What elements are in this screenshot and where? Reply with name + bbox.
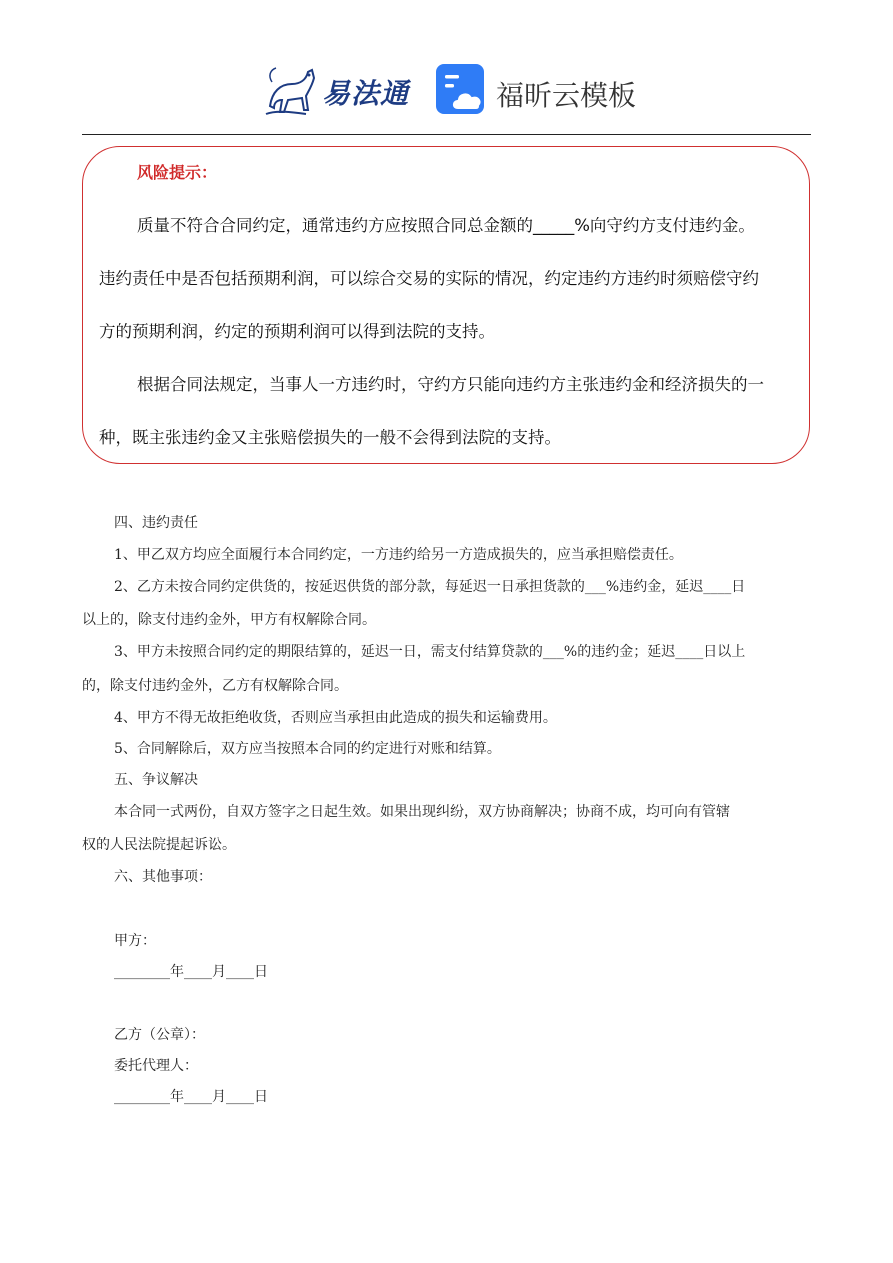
risk-line: 违约责任中是否包括预期利润，可以综合交易的实际的情况，约定违约方违约时须赔偿守约	[99, 269, 759, 288]
logo1-text: 易法通	[322, 77, 410, 110]
risk-title: 风险提示：	[137, 163, 218, 182]
risk-line: 质量不符合合同约定，通常违约方应按照合同总金额的_____%向守约方支付违约金。	[137, 216, 755, 235]
risk-line: 种，既主张违约金又主张赔偿损失的一般不会得到法院的支持。	[99, 428, 561, 447]
risk-line: 方的预期利润，约定的预期利润可以得到法院的支持。	[99, 322, 495, 341]
section-heading-dispute: 五、争议解决	[114, 772, 198, 788]
clause-line: 3、甲方未按照合同约定的期限结算的，延迟一日，需支付结算贷款的___%的违约金；延迟____日以上	[114, 644, 746, 660]
clause-line: 2、乙方未按合同约定供货的，按延迟供货的部分款，每延迟一日承担货款的___%违约金，延迟____日	[114, 579, 746, 595]
section-heading-other: 六、其他事项：	[114, 869, 212, 885]
clause-line: 权的人民法院提起诉讼。	[82, 837, 236, 853]
logo2-text: 福昕云模板	[496, 79, 637, 112]
party-a-date: ________年____月____日	[114, 964, 268, 980]
yifatong-logo	[262, 62, 412, 118]
clause-line: 的，除支付违约金外，乙方有权解除合同。	[82, 678, 348, 694]
header-divider	[82, 134, 811, 135]
party-a-label: 甲方：	[114, 933, 156, 949]
section-heading-breach: 四、违约责任	[114, 515, 198, 531]
clause-line: 4、甲方不得无故拒绝收货，否则应当承担由此造成的损失和运输费用。	[114, 710, 557, 726]
clause-line: 本合同一式两份，自双方签字之日起生效。如果出现纠纷，双方协商解决；协商不成，均可向有管辖	[114, 804, 730, 820]
clause-line: 1、甲乙双方均应全面履行本合同约定，一方违约给另一方造成损失的，应当承担赔偿责任。	[114, 547, 683, 563]
clause-line: 以上的，除支付违约金外，甲方有权解除合同。	[82, 612, 376, 628]
risk-line: 根据合同法规定，当事人一方违约时，守约方只能向违约方主张违约金和经济损失的一	[137, 375, 764, 394]
agent-label: 委托代理人：	[114, 1058, 198, 1074]
cloud-template-icon	[436, 64, 488, 116]
clause-line: 5、合同解除后，双方应当按照本合同的约定进行对账和结算。	[114, 741, 501, 757]
fuxin-logo	[436, 64, 636, 120]
risk-warning-box	[82, 146, 810, 464]
horse-icon	[262, 62, 320, 118]
header	[0, 58, 893, 124]
party-b-date: ________年____月____日	[114, 1089, 268, 1105]
party-b-label: 乙方（公章）：	[114, 1027, 205, 1043]
